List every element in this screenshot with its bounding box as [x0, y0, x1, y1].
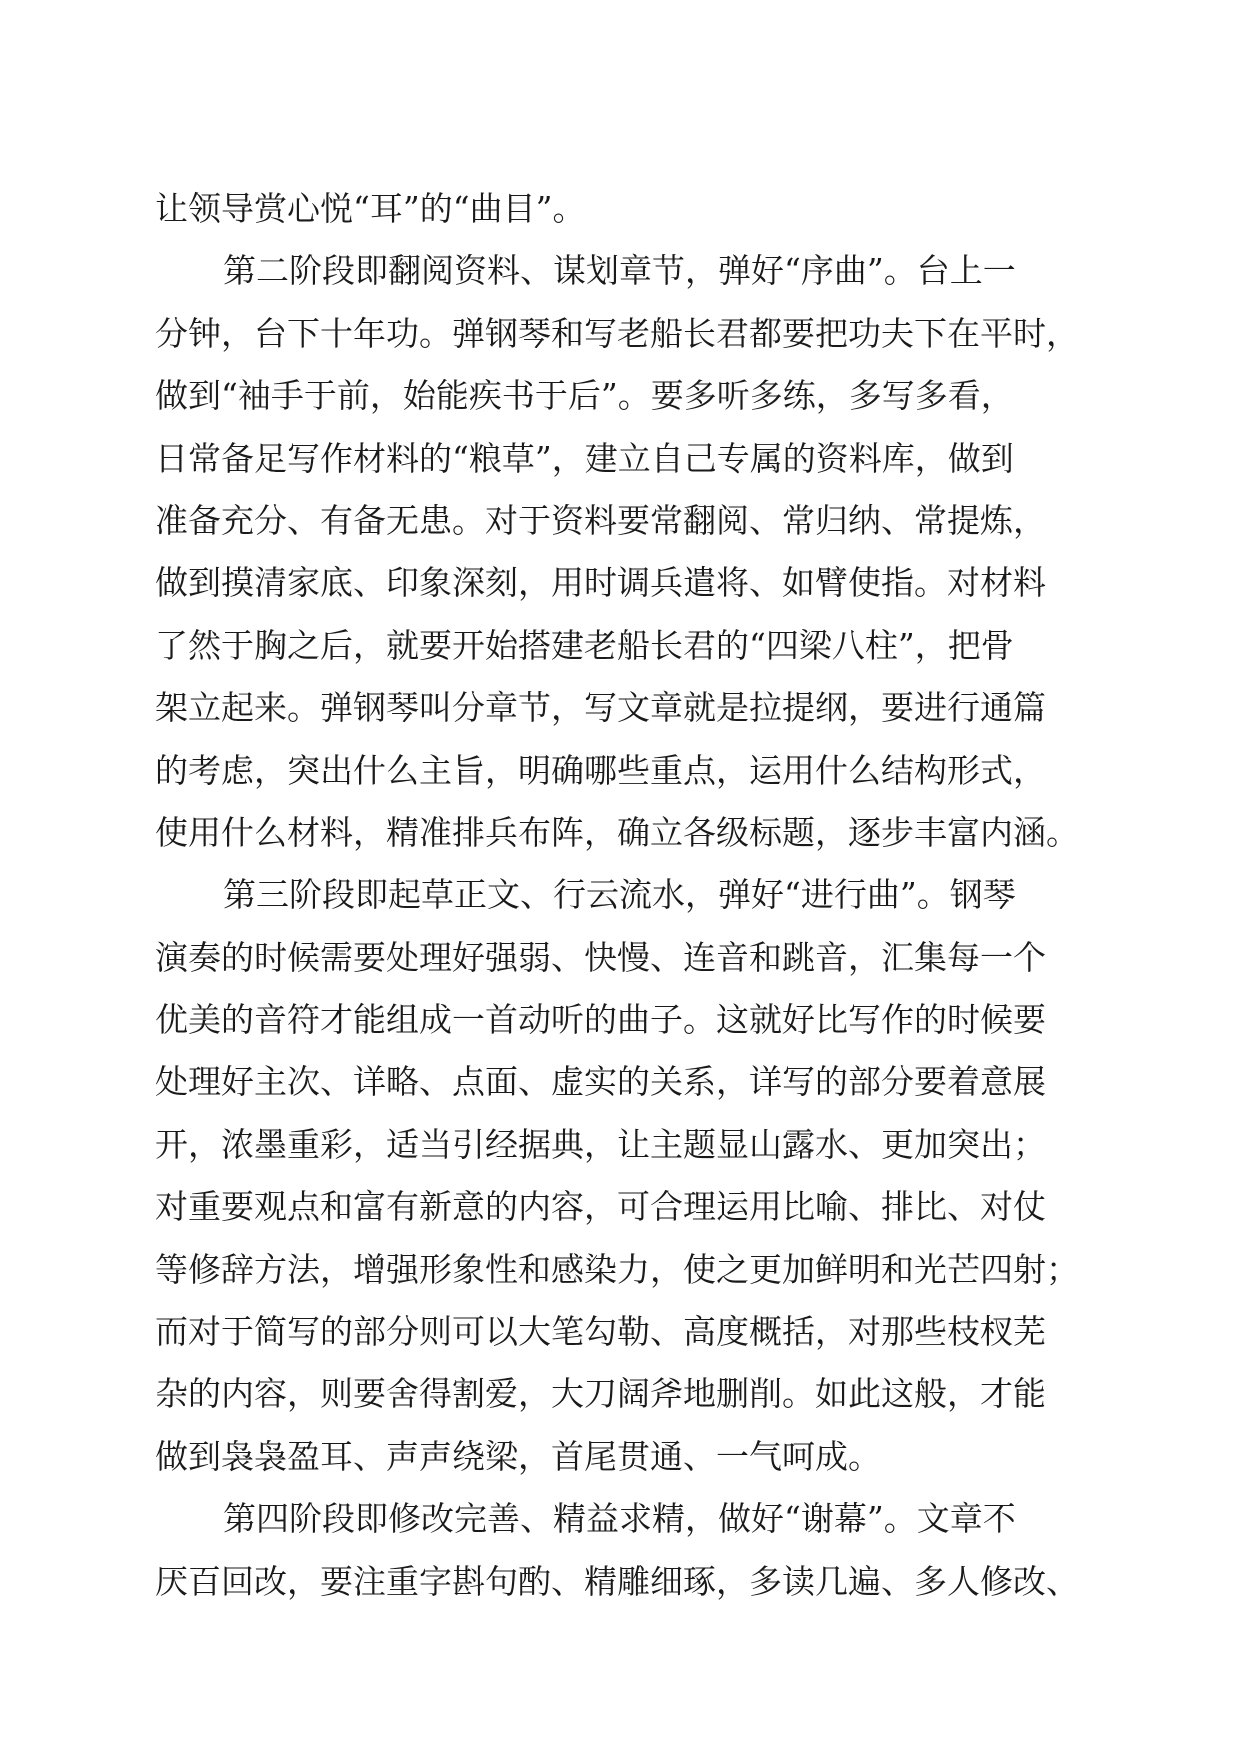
text-line: 厌百回改，要注重字斟句酌、精雕细琢，多读几遍、多人修改、 [155, 1561, 1079, 1601]
text-line: 日常备足写作材料的“粮草”，建立自己专属的资料库，做到 [155, 438, 1014, 478]
text-line: 做到“袖手于前，始能疾书于后”。要多听多练，多写多看， [155, 376, 1014, 416]
text-line: 做到袅袅盈耳、声声绕梁，首尾贯通、一气呵成。 [155, 1436, 881, 1476]
text-line: 使用什么材料，精准排兵布阵，确立各级标题，逐步丰富内涵。 [155, 812, 1079, 852]
text-line: 处理好主次、详略、点面、虚实的关系，详写的部分要着意展 [155, 1062, 1046, 1102]
paragraph-first-line: 第四阶段即修改完善、精益求精，做好“谢幕”。文章不 [223, 1499, 1016, 1539]
paragraph-first-line: 第二阶段即翻阅资料、谋划章节，弹好“序曲”。台上一 [223, 251, 1016, 291]
text-line: 演奏的时候需要处理好强弱、快慢、连音和跳音，汇集每一个 [155, 937, 1046, 977]
text-line: 分钟，台下十年功。弹钢琴和写老船长君都要把功夫下在平时， [155, 313, 1079, 353]
text-line: 准备充分、有备无患。对于资料要常翻阅、常归纳、常提炼， [155, 500, 1046, 540]
text-line: 了然于胸之后，就要开始搭建老船长君的“四梁八柱”，把骨 [155, 625, 1014, 665]
body-text [155, 178, 1085, 1613]
text-line: 让领导赏心悦“耳”的“曲目”。 [155, 189, 586, 228]
text-line: 开，浓墨重彩，适当引经据典，让主题显山露水、更加突出； [155, 1124, 1046, 1164]
text-line: 而对于简写的部分则可以大笔勾勒、高度概括，对那些枝杈芜 [155, 1312, 1046, 1352]
text-line: 对重要观点和富有新意的内容，可合理运用比喻、排比、对仗 [155, 1187, 1046, 1227]
text-line: 架立起来。弹钢琴叫分章节，写文章就是拉提纲，要进行通篇 [155, 688, 1046, 728]
text-line: 等修辞方法，增强形象性和感染力，使之更加鲜明和光芒四射； [155, 1249, 1079, 1289]
text-line: 优美的音符才能组成一首动听的曲子。这就好比写作的时候要 [155, 1000, 1046, 1040]
text-line: 杂的内容，则要舍得割爱，大刀阔斧地删削。如此这般，才能 [155, 1374, 1046, 1414]
text-line: 做到摸清家底、印象深刻，用时调兵遣将、如臂使指。对材料 [155, 563, 1046, 603]
paragraph-first-line: 第三阶段即起草正文、行云流水，弹好“进行曲”。钢琴 [223, 875, 1016, 915]
text-line: 的考虑，突出什么主旨，明确哪些重点，运用什么结构形式， [155, 750, 1046, 790]
